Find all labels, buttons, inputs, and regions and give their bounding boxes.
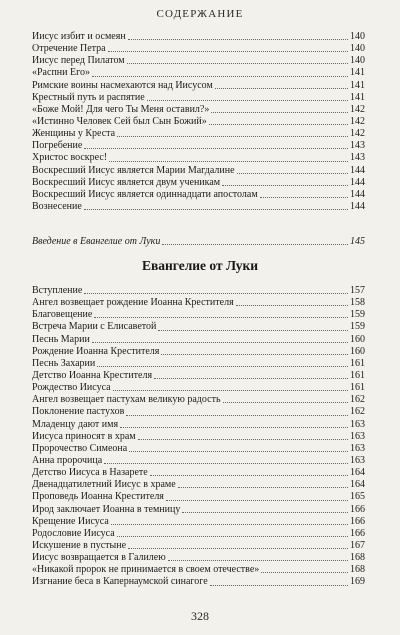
toc-entry-title: Воскресший Иисус является Марии Магдалине [32, 164, 235, 176]
dot-leader [237, 173, 348, 174]
toc-entry [32, 177, 365, 189]
dot-leader [117, 536, 348, 537]
toc-entry-page: 143 [350, 140, 365, 152]
toc-entry [32, 67, 365, 79]
dot-leader [127, 63, 348, 64]
toc-entry-page: 159 [350, 321, 365, 333]
dot-leader [223, 402, 348, 403]
toc-entry-title: Отречение Петра [32, 43, 106, 55]
toc-entry-page: 144 [350, 164, 365, 176]
toc-entry-page: 141 [350, 79, 365, 91]
toc-entry-title: Воскресший Иисус является одиннадцати апостолам [32, 188, 258, 200]
dot-leader [92, 342, 348, 343]
toc-entry [32, 455, 365, 467]
dot-leader [182, 512, 348, 513]
toc-entry-title: Вступление [32, 284, 83, 296]
dot-leader [209, 124, 348, 125]
toc-entry [32, 189, 365, 201]
toc-entry [32, 116, 365, 128]
toc-entry-title: Анна пророчица [32, 454, 103, 466]
toc-entry-page: 144 [350, 188, 365, 200]
toc-entry [32, 55, 365, 67]
dot-leader [222, 185, 348, 186]
toc-entry-title: Воскресший Иисус является двум ученикам [32, 176, 221, 188]
toc-entry [32, 43, 365, 55]
toc-entry-page: 167 [350, 539, 365, 551]
toc-entry-page: 161 [350, 357, 365, 369]
toc-entry-title: Вознесение [32, 200, 82, 212]
dot-leader [84, 209, 348, 210]
toc-entry [32, 564, 365, 576]
toc-entry-title: Детство Иоанна Крестителя [32, 369, 153, 381]
toc-entry-page: 163 [350, 442, 365, 454]
toc-entry-title: Встреча Марии с Елисаветой [32, 321, 157, 333]
toc-entry-page: 158 [350, 297, 365, 309]
toc-entry [32, 128, 365, 140]
toc-entry [32, 479, 365, 491]
dot-leader [97, 366, 348, 367]
toc-entry [32, 419, 365, 431]
toc-entry-page: 140 [350, 55, 365, 67]
toc-entry-page: 140 [350, 43, 365, 55]
toc-entry-page: 160 [350, 345, 365, 357]
toc-entry-title: Ангел возвещает рождение Иоанна Крестителя [32, 297, 234, 309]
dot-leader [211, 112, 348, 113]
toc-entry-page: 159 [350, 309, 365, 321]
toc-entry-title: «Боже Мой! Для чего Ты Меня оставил?» [32, 103, 210, 115]
toc-entry-title: «Истинно Человек Сей был Сын Божий» [32, 115, 207, 127]
dot-leader [261, 572, 348, 573]
dot-leader [178, 487, 348, 488]
toc-entry-title: «Никакой пророк не принимается в своем отечестве» [32, 564, 260, 576]
toc-entry [32, 382, 365, 394]
toc-entry-title: Иисус избит и осмеян [32, 30, 126, 42]
toc-entry-title: Младенцу дают имя [32, 418, 119, 430]
toc-entry [32, 443, 365, 455]
dot-leader [113, 390, 348, 391]
toc-entry-page: 162 [350, 406, 365, 418]
toc-list-part2 [32, 285, 365, 589]
toc-entry [32, 297, 365, 309]
toc-entry [32, 285, 365, 297]
section-title: Евангелие от Луки [141, 258, 259, 273]
toc-entry [32, 31, 365, 43]
toc-entry-page: 165 [350, 491, 365, 503]
toc-entry [32, 80, 365, 92]
toc-entry [32, 576, 365, 588]
toc-entry [32, 165, 365, 177]
toc-entry [32, 491, 365, 503]
toc-entry-page: 144 [350, 176, 365, 188]
dot-leader [154, 378, 348, 379]
toc-entry-title: Крестный путь и распятие [32, 91, 145, 103]
toc-entry-title: Погребение [32, 140, 83, 152]
dot-leader [128, 39, 348, 40]
toc-entry [32, 467, 365, 479]
toc-entry-title: Проповедь Иоанна Крестителя [32, 491, 164, 503]
toc-entry-page: 168 [350, 564, 365, 576]
dot-leader [215, 88, 348, 89]
dot-leader [161, 354, 348, 355]
toc-entry-title: Поклонение пастухов [32, 406, 125, 418]
toc-entry [32, 552, 365, 564]
dot-leader [84, 148, 348, 149]
page-number: 328 [191, 609, 209, 623]
toc-entry-page: 144 [350, 200, 365, 212]
toc-entry-page: 143 [350, 152, 365, 164]
toc-entry-title: Рождество Иисуса [32, 382, 111, 394]
dot-leader [117, 136, 348, 137]
dot-leader [147, 100, 348, 101]
dot-leader [210, 585, 348, 586]
toc-entry [32, 201, 365, 213]
toc-entry-title: Родословие Иисуса [32, 527, 115, 539]
dot-leader [92, 76, 348, 77]
toc-entry-page: 161 [350, 369, 365, 381]
toc-entry-page: 161 [350, 382, 365, 394]
toc-entry-page: 142 [350, 128, 365, 140]
toc-entry [32, 516, 365, 528]
toc-entry-title: Иисуса приносят в храм [32, 430, 136, 442]
dot-leader [129, 451, 348, 452]
toc-entry [32, 540, 365, 552]
toc-entry [32, 152, 365, 164]
toc-entry-title: Искушение в пустыне [32, 539, 127, 551]
dot-leader [111, 524, 348, 525]
dot-leader [84, 293, 348, 294]
toc-entry-page: 142 [350, 115, 365, 127]
toc-entry-title: «Распни Его» [32, 67, 90, 79]
toc-entry [32, 504, 365, 516]
toc-entry-title: Введение в Евангелие от Луки [32, 235, 161, 247]
toc-entry-title: Песнь Марии [32, 333, 90, 345]
toc-entry-title: Благовещение [32, 309, 93, 321]
dot-leader [128, 548, 348, 549]
toc-entry-title: Двенадцатилетний Иисус в храме [32, 479, 176, 491]
dot-leader [166, 500, 348, 501]
toc-entry-page: 140 [350, 30, 365, 42]
toc-entry-title: Детство Иисуса в Назарете [32, 467, 148, 479]
dot-leader [109, 161, 348, 162]
toc-entry [32, 394, 365, 406]
toc-entry-page: 164 [350, 467, 365, 479]
toc-entry-page: 164 [350, 479, 365, 491]
toc-entry-page: 141 [350, 91, 365, 103]
dot-leader [158, 330, 348, 331]
toc-entry-page: 163 [350, 454, 365, 466]
toc-entry [32, 334, 365, 346]
toc-entry-title: Ангел возвещает пастухам великую радость [32, 394, 221, 406]
dot-leader [150, 475, 348, 476]
toc-entry-page: 163 [350, 418, 365, 430]
toc-entry [32, 104, 365, 116]
toc-entry [32, 92, 365, 104]
toc-entry [32, 406, 365, 418]
dot-leader [120, 427, 348, 428]
toc-entry-page: 166 [350, 503, 365, 515]
toc-entry-page: 168 [350, 552, 365, 564]
toc-entry-page: 162 [350, 394, 365, 406]
toc-entry-title: Рождение Иоанна Крестителя [32, 345, 160, 357]
dot-leader [162, 244, 348, 245]
toc-entry-page: 157 [350, 284, 365, 296]
toc-entry-page: 145 [350, 235, 365, 247]
dot-leader [260, 197, 348, 198]
toc-entry [32, 140, 365, 152]
toc-entry-page: 160 [350, 333, 365, 345]
dot-leader [94, 317, 348, 318]
toc-entry-title: Изгнание беса в Капернаумской синагоге [32, 576, 208, 588]
dot-leader [126, 415, 348, 416]
toc-entry-title: Песнь Захарии [32, 357, 96, 369]
toc-entry-title: Женщины у Креста [32, 128, 116, 140]
toc-entry [32, 358, 365, 370]
toc-entry-title: Христос воскрес! [32, 152, 108, 164]
dot-leader [236, 305, 348, 306]
toc-entry [32, 321, 365, 333]
toc-entry [32, 309, 365, 321]
dot-leader [104, 463, 348, 464]
toc-entry-title: Ирод заключает Иоанна в темницу [32, 503, 181, 515]
toc-entry-title: Римские воины насмехаются над Иисусом [32, 79, 213, 91]
toc-entry-page: 163 [350, 430, 365, 442]
toc-entry-title: Крещение Иисуса [32, 515, 109, 527]
toc-entry-intro [32, 236, 365, 248]
toc-entry [32, 528, 365, 540]
toc-entry-page: 166 [350, 527, 365, 539]
toc-entry-title: Пророчество Симеона [32, 442, 128, 454]
dot-leader [168, 560, 348, 561]
dot-leader [138, 439, 348, 440]
toc-entry [32, 431, 365, 443]
dot-leader [108, 51, 348, 52]
toc-list-part1 [32, 31, 365, 213]
toc-entry-page: 141 [350, 67, 365, 79]
toc-entry [32, 370, 365, 382]
toc-entry-page: 142 [350, 103, 365, 115]
toc-entry-title: Иисус возвращается в Галилею [32, 552, 166, 564]
toc-entry-page: 166 [350, 515, 365, 527]
toc-entry [32, 346, 365, 358]
running-title: СОДЕРЖАНИЕ [156, 8, 244, 20]
toc-entry-page: 169 [350, 576, 365, 588]
toc-entry-title: Иисус перед Пилатом [32, 55, 125, 67]
